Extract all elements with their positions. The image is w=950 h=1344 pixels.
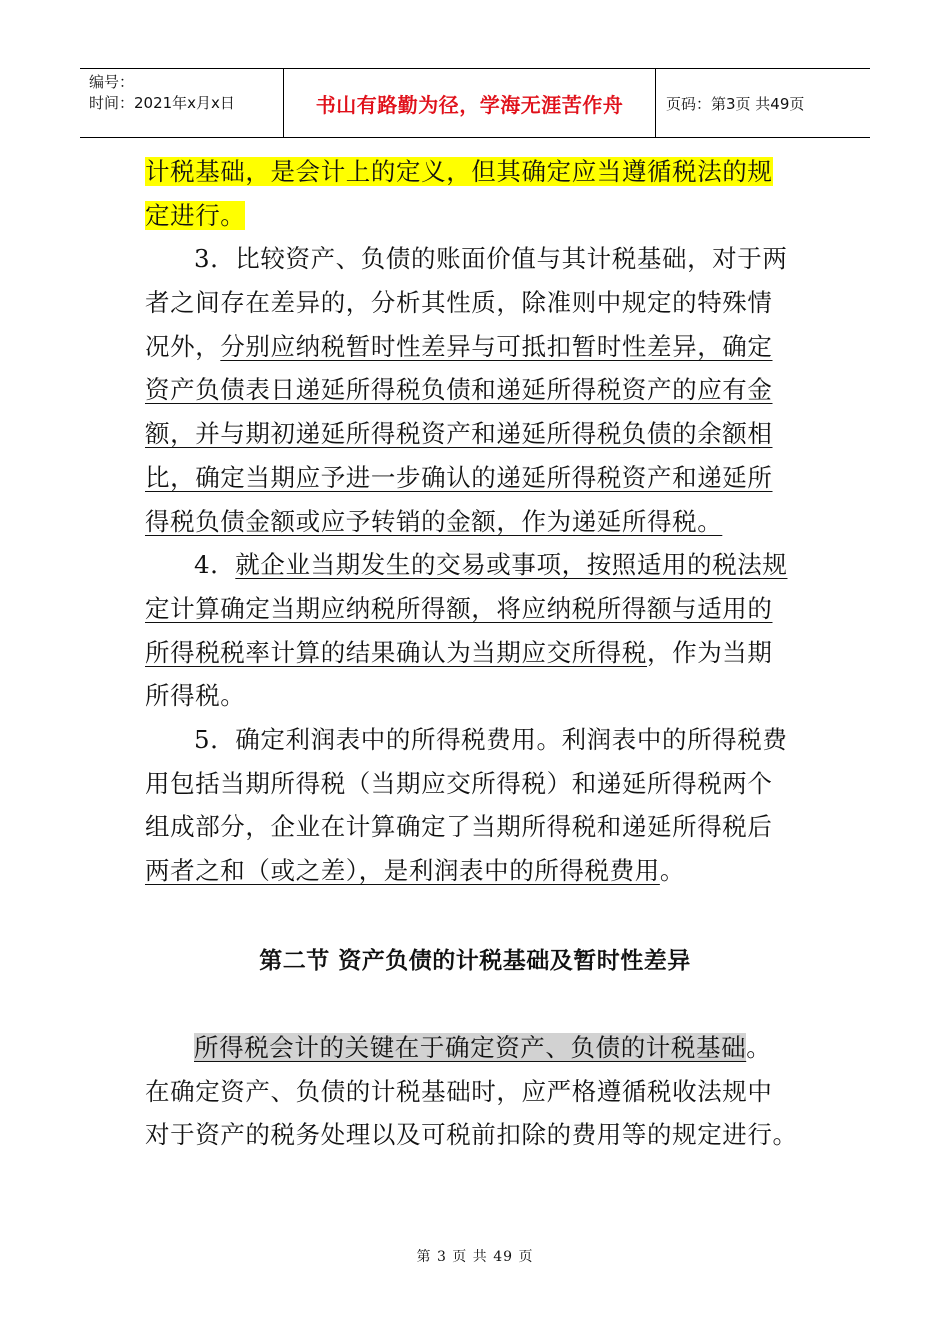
underlined-text: 资产负债表日递延所得税负债和递延所得税资产的应有金 bbox=[145, 375, 773, 405]
text-line: 组成部分，企业在计算确定了当期所得税和递延所得税后 bbox=[145, 812, 773, 842]
header-motto-cell bbox=[283, 69, 656, 137]
plain-text: ，作为当期 bbox=[647, 637, 773, 667]
body-text bbox=[145, 150, 810, 893]
text-line bbox=[145, 849, 810, 893]
text-line bbox=[145, 150, 810, 194]
text-line: 在确定资产、负债的计税基础时，应严格遵循税收法规中 bbox=[145, 1076, 773, 1106]
underlined-text: 两者之和（或之差），是利润表中的所得税费用 bbox=[145, 856, 660, 885]
plain-text: 况外， bbox=[145, 331, 221, 361]
motto-text: 书山有路勤为径，学海无涯苦作舟 bbox=[315, 92, 624, 117]
underlined-text: 额，并与期初递延所得税资产和递延所得税负债的余额相 bbox=[145, 419, 773, 449]
text-line bbox=[145, 325, 810, 369]
underlined-text: 就企业当期发生的交易或事项，按照适用的税法规 bbox=[235, 550, 788, 580]
text-line bbox=[145, 587, 810, 631]
header-meta bbox=[80, 69, 283, 137]
paragraph-4-start bbox=[145, 543, 810, 587]
date-label: 时间：2021年x月x日 bbox=[89, 94, 235, 112]
underlined-text: 定计算确定当期应纳税所得额，将应纳税所得额与适用的 bbox=[145, 593, 773, 623]
paragraph-5-start: 5．确定利润表中的所得税费用。利润表中的所得税费 bbox=[194, 724, 788, 754]
text-line bbox=[145, 194, 810, 238]
highlighted-text: 计税基础，是会计上的定义，但其确定应当遵循税法的规 bbox=[145, 157, 773, 186]
gray-highlighted-text: 所得税会计的关键在于确定资产、负债的计税基础 bbox=[194, 1033, 747, 1062]
text-line: 所得税。 bbox=[145, 681, 246, 711]
text-line bbox=[145, 631, 810, 675]
underlined-text: 比，确定当期应予进一步确认的递延所得税资产和递延所 bbox=[145, 462, 773, 492]
plain-text: 。 bbox=[659, 856, 685, 885]
plain-text: 。 bbox=[746, 1033, 772, 1062]
underlined-text: 得税负债金额或应予转销的金额，作为递延所得税。 bbox=[145, 506, 723, 536]
text-line bbox=[145, 456, 810, 500]
page-footer: 第 3 页 共 49 页 bbox=[416, 1249, 534, 1265]
text-line: 者之间存在差异的，分析其性质，除准则中规定的特殊情 bbox=[145, 288, 773, 318]
text-line bbox=[145, 412, 810, 456]
page-header bbox=[80, 68, 870, 138]
section-heading: 第二节 资产负债的计税基础及暂时性差异 bbox=[259, 948, 691, 974]
text-line bbox=[145, 368, 810, 412]
underlined-text: 所得税税率计算的结果确认为当期应交所得税 bbox=[145, 637, 647, 667]
body-text-2 bbox=[145, 1026, 825, 1157]
text-line: 对于资产的税务处理以及可税前扣除的费用等的规定进行。 bbox=[145, 1120, 798, 1150]
paragraph-3-start: 3．比较资产、负债的账面价值与其计税基础，对于两 bbox=[194, 244, 788, 274]
highlighted-text: 定进行。 bbox=[145, 200, 246, 230]
underlined-text: 分别应纳税暂时性差异与可抵扣暂时性差异，确定 bbox=[220, 331, 773, 361]
text-line: 用包括当期所得税（当期应交所得税）和递延所得税两个 bbox=[145, 768, 773, 798]
text-line bbox=[145, 1026, 825, 1070]
number-label: 编号： bbox=[89, 73, 135, 91]
plain-text: 4． bbox=[194, 550, 236, 580]
text-line bbox=[145, 500, 810, 544]
header-page-info: 页码：第3页 共49页 bbox=[666, 94, 805, 113]
